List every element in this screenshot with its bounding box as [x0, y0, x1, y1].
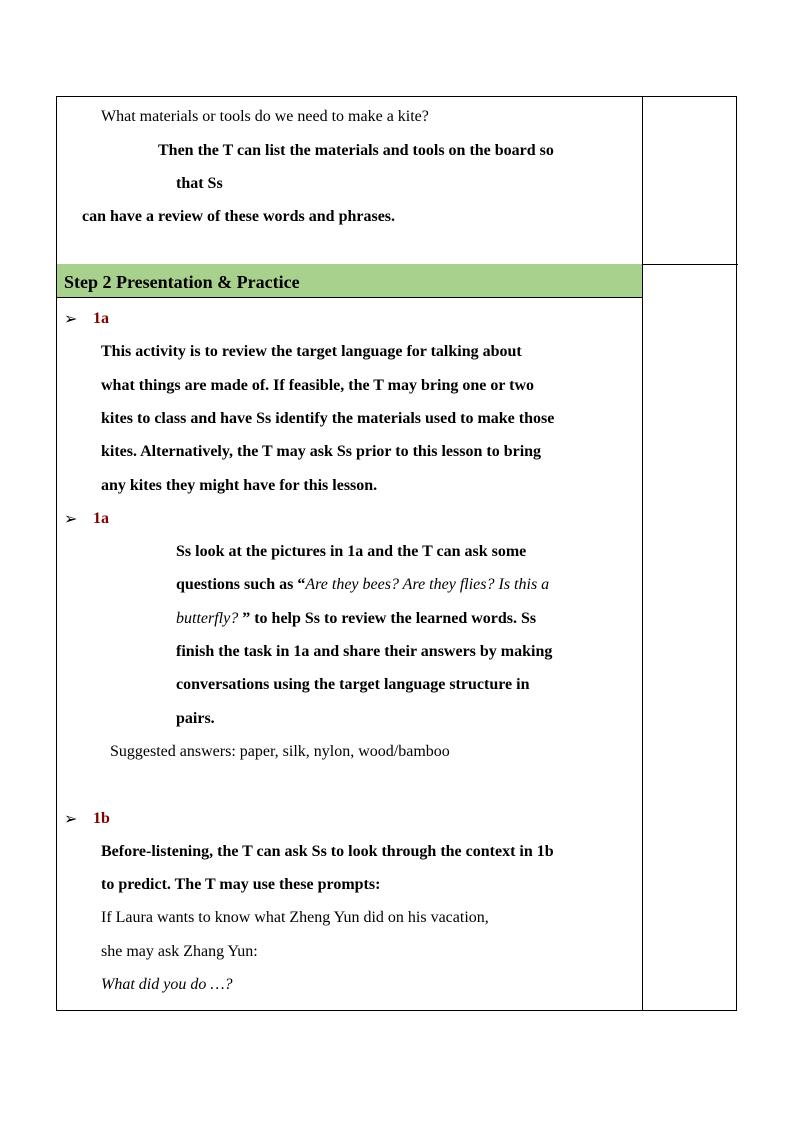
paragraph-line: finish the task in 1a and share their answers by making	[176, 643, 553, 660]
paragraph-line: what things are made of. If feasible, the T may bring one or two	[101, 377, 535, 394]
paragraph-line	[176, 609, 536, 629]
paragraph-line: conversations using the target language structure in	[176, 676, 530, 693]
intro-instruction-line: can have a review of these words and phrases.	[82, 208, 396, 225]
paragraph-line: kites to class and have Ss identify the materials used to make those	[101, 410, 555, 427]
paragraph-line: kites. Alternatively, the T may ask Ss prior to this lesson to bring	[101, 443, 542, 460]
arrow-bullet-icon: ➢	[64, 509, 78, 528]
paragraph-line: Ss look at the pictures in 1a and the T can ask some	[176, 543, 527, 560]
section-label: 1b	[93, 810, 110, 827]
paragraph-line: If Laura wants to know what Zheng Yun did on his vacation,	[101, 909, 489, 926]
question-prompt: butterfly?	[176, 610, 243, 627]
column-divider	[642, 97, 643, 1010]
lesson-table	[56, 96, 737, 1011]
paragraph-line: she may ask Zhang Yun:	[101, 943, 258, 960]
section-label: 1a	[93, 510, 109, 527]
arrow-bullet-icon: ➢	[64, 309, 78, 328]
intro-instruction-line: that Ss	[176, 175, 223, 192]
text-run: ” to help Ss to review the learned words. Ss	[242, 610, 537, 627]
paragraph-line	[176, 575, 549, 595]
paragraph-line: any kites they might have for this lesson.	[101, 477, 378, 494]
right-column-row-divider	[642, 264, 738, 265]
arrow-bullet-icon: ➢	[64, 809, 78, 828]
paragraph-line: to predict. The T may use these prompts:	[101, 876, 381, 893]
paragraph-line: Before-listening, the T can ask Ss to look through the context in 1b	[101, 843, 554, 860]
suggested-answers: Suggested answers: paper, silk, nylon, wood/bamboo	[110, 743, 450, 760]
intro-instruction-line: Then the T can list the materials and tools on the board so	[158, 142, 554, 159]
question-prompt: Are they bees? Are they flies? Is this a	[305, 576, 550, 593]
paragraph-line: pairs.	[176, 710, 215, 727]
section-label: 1a	[93, 310, 109, 327]
step-header	[57, 264, 642, 298]
step-title: Step 2 Presentation & Practice	[64, 272, 300, 292]
paragraph-line: This activity is to review the target language for talking about	[101, 343, 522, 360]
question-prompt: What did you do …?	[101, 976, 233, 993]
intro-question: What materials or tools do we need to make a kite?	[101, 108, 429, 125]
text-run: questions such as “	[176, 576, 306, 593]
